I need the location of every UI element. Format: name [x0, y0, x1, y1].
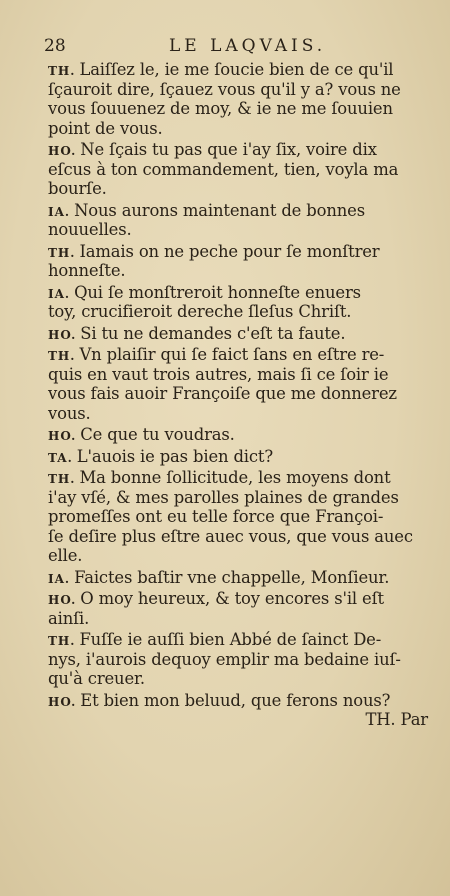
line-text: Faictes baſtir vne chappelle, Monſieur. — [74, 567, 390, 587]
line-text: Iamais on ne peche pour ſe monſtrer — [79, 241, 380, 261]
speaker-label: HO. — [48, 429, 77, 443]
speaker-label: HO. — [48, 593, 77, 607]
text-line — [48, 546, 440, 566]
line-text: ſçauroit dire, ſçauez vous qu'il y a? vous ne — [48, 79, 401, 99]
speaker-label: TH. — [48, 64, 76, 78]
line-text: vous ſouuenez de moy, & ie ne me ſouuien — [48, 99, 393, 118]
line-text: Ma bonne ſollicitude, les moyens dont — [79, 468, 391, 487]
line-text: i'ay vſé, & mes parolles plaines de grandes — [48, 487, 399, 507]
text-line — [48, 220, 440, 240]
page-header — [44, 36, 404, 58]
speaker-label: TH. — [48, 634, 76, 648]
line-text: qu'à creuer. — [48, 669, 145, 688]
speaker-label: TH. — [48, 472, 76, 486]
line-text: eſcus à ton commandement, tien, voyla ma — [48, 159, 399, 179]
text-line — [48, 160, 440, 180]
text-line — [48, 609, 440, 629]
line-text: Ne ſçais tu pas que i'ay ſix, voire dix — [80, 140, 377, 159]
line-text: Nous aurons maintenant de bonnes — [74, 200, 365, 220]
line-text: Fuſſe ie auſſi bien Abbé de ſainct De- — [79, 630, 382, 649]
page-number: 28 — [44, 36, 66, 56]
text-line — [48, 242, 440, 262]
running-title: LE LAQVAIS. — [169, 36, 327, 56]
text-line — [48, 650, 440, 670]
text-line — [48, 468, 440, 488]
text-line — [48, 302, 440, 322]
line-text: vous fais auoir Françoiſe que me donnerez — [48, 384, 397, 403]
line-text: honneſte. — [48, 261, 126, 280]
text-line — [48, 425, 440, 445]
text-line — [48, 140, 440, 160]
text-line — [48, 589, 440, 609]
speaker-label: TA. — [48, 450, 73, 465]
line-text: Laiſſez le, ie me ſoucie bien de ce qu'il — [79, 60, 394, 79]
text-line — [48, 179, 440, 199]
line-text: Ce que tu voudras. — [80, 425, 235, 444]
text-line — [48, 507, 440, 527]
line-text: L'auois ie pas bien dict? — [76, 446, 273, 466]
line-text: promeſſes ont eu telle force que Françoi- — [48, 507, 384, 526]
line-text: elle. — [48, 546, 83, 565]
text-line — [48, 261, 440, 281]
speaker-label: HO. — [48, 694, 77, 709]
line-text: Si tu ne demandes c'eſt ta faute. — [80, 323, 346, 343]
catchword: TH. Par — [365, 710, 428, 729]
line-text: nouuelles. — [48, 220, 132, 239]
line-text: O moy heureux, & toy encores s'il eſt — [80, 589, 384, 608]
line-text: ainſi. — [48, 608, 90, 628]
line-text: ſe deſire plus eſtre auec vous, que vous auec — [48, 526, 413, 546]
text-line — [48, 630, 440, 650]
text-line — [48, 324, 440, 344]
line-text: quis en vaut trois autres, mais ſi ce ſoir ie — [48, 364, 389, 384]
text-line — [48, 365, 440, 385]
speaker-label: TH. — [48, 245, 76, 260]
line-text: bourſe. — [48, 179, 107, 198]
text-line — [48, 691, 440, 711]
line-text: nys, i'aurois dequoy emplir ma bedaine iuſ- — [48, 649, 401, 669]
text-line — [48, 80, 440, 100]
text-line — [48, 345, 440, 365]
text-line — [48, 99, 440, 119]
line-text: Qui ſe monſtreroit honneſte enuers — [74, 282, 361, 302]
text-line — [48, 447, 440, 467]
line-text: point de vous. — [48, 118, 163, 138]
text-line — [48, 669, 440, 689]
speaker-label: IA. — [48, 571, 71, 586]
line-text: vous. — [48, 403, 91, 423]
text-line — [48, 384, 440, 404]
text-line — [48, 527, 440, 547]
text-line — [48, 568, 440, 588]
text-line — [48, 283, 440, 303]
dialogue-text — [48, 58, 440, 730]
speaker-label: IA. — [48, 286, 71, 301]
line-text: Et bien mon beluud, que ferons nous? — [80, 690, 391, 710]
text-line — [48, 201, 440, 221]
text-line — [48, 119, 440, 139]
line-text: Vn plaiſir qui ſe faict ſans en eſtre re- — [79, 345, 385, 364]
text-line — [48, 404, 440, 424]
text-line — [48, 60, 440, 80]
text-line — [48, 488, 440, 508]
line-text: toy, crucifieroit dereche ſleſus Chriſt. — [48, 302, 352, 321]
speaker-label: IA. — [48, 204, 71, 219]
speaker-label: HO. — [48, 327, 77, 342]
speaker-label: TH. — [48, 349, 76, 363]
speaker-label: HO. — [48, 144, 77, 158]
